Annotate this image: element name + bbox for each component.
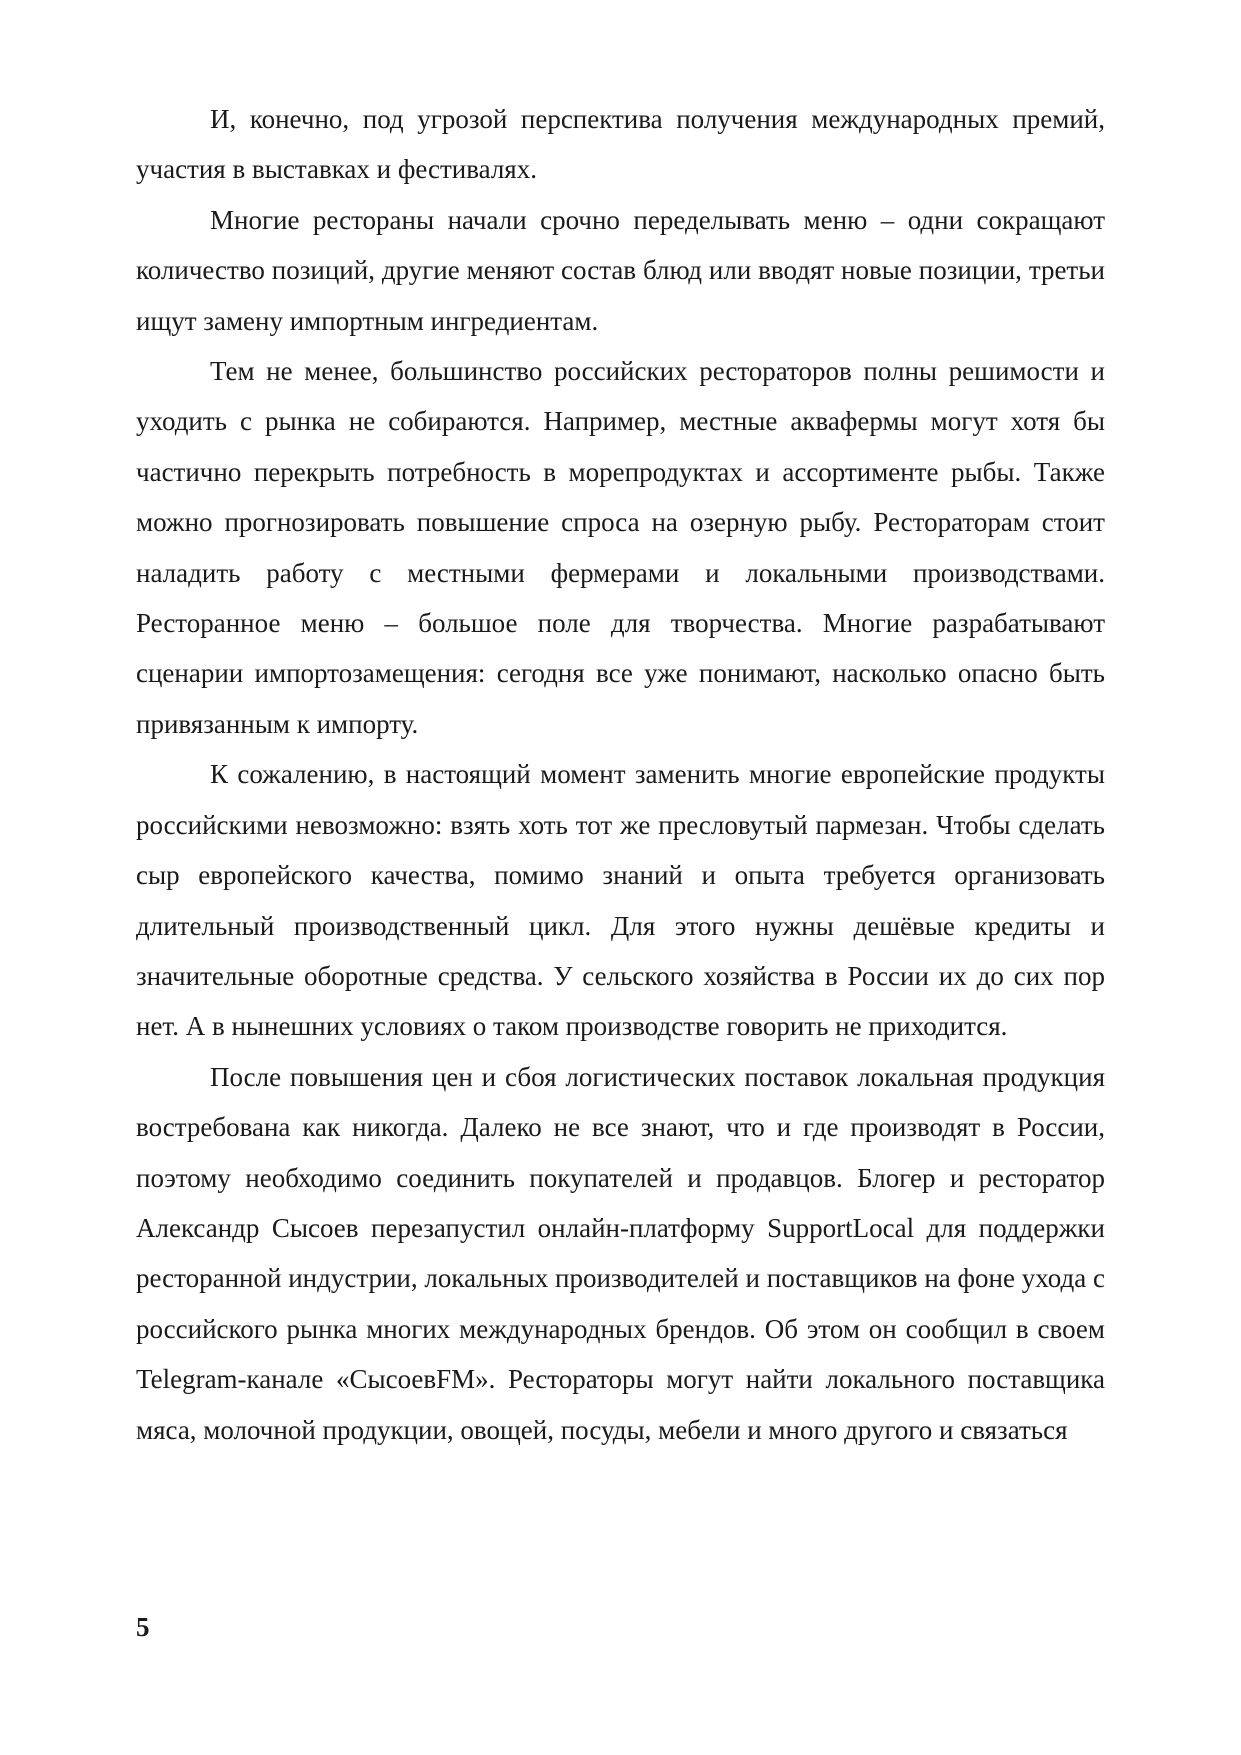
- paragraph: Многие рестораны начали срочно переделывать меню – одни сокращают количество позиций, другие меняют состав блюд или вводят новые позиции, третьи ищут замену импортным ингредиентам.: [136, 204, 1105, 336]
- paragraph: После повышения цен и сбоя логистических поставок локальная продукция востребована как никогда. Далеко не все знают, что и где производят в России, поэтому необходимо соединить покупателей и продавцов. Блогер и ресторатор Александр Сысоев перезапустил онлайн-платформу SupportLocal для поддержки ресторанной индустрии, локальных производителей и поставщиков на фоне ухода с российского рынка многих международных брендов. Об этом он сообщил в своем Telegram-канале «СысоевFM». Рестораторы могут найти локального поставщика мяса, молочной продукции, овощей, посуды, мебели и много другого и связаться: [136, 1061, 1105, 1445]
- page-number: 5: [136, 1612, 150, 1642]
- paragraph: И, конечно, под угрозой перспектива получения международных премий, участия в выставках и фестивалях.: [136, 104, 1105, 185]
- paragraph: Тем не менее, большинство российских рестораторов полны решимости и уходить с рынка не собираются. Например, местные аквафермы могут хотя бы частично перекрыть потребность в морепродуктах и ассортименте рыбы. Также можно прогнозировать повышение спроса на озерную рыбу. Рестораторам стоит наладить работу с местными фермерами и локальными производствами. Ресторанное меню – большое поле для творчества. Многие разрабатывают сценарии импортозамещения: сегодня все уже понимают, насколько опасно быть привязанным к импорту.: [136, 356, 1105, 739]
- paragraph: К сожалению, в настоящий момент заменить многие европейские продукты российскими невозможно: взять хоть тот же пресловутый пармезан. Чтобы сделать сыр европейского качества, помимо знаний и опыта требуется организовать длительный производственный цикл. Для этого нужны дешёвые кредиты и значительные оборотные средства. У сельского хозяйства в России их до сих пор нет. А в нынешних условиях о таком производстве говорить не приходится.: [136, 759, 1105, 1042]
- document-body: [136, 94, 1105, 1455]
